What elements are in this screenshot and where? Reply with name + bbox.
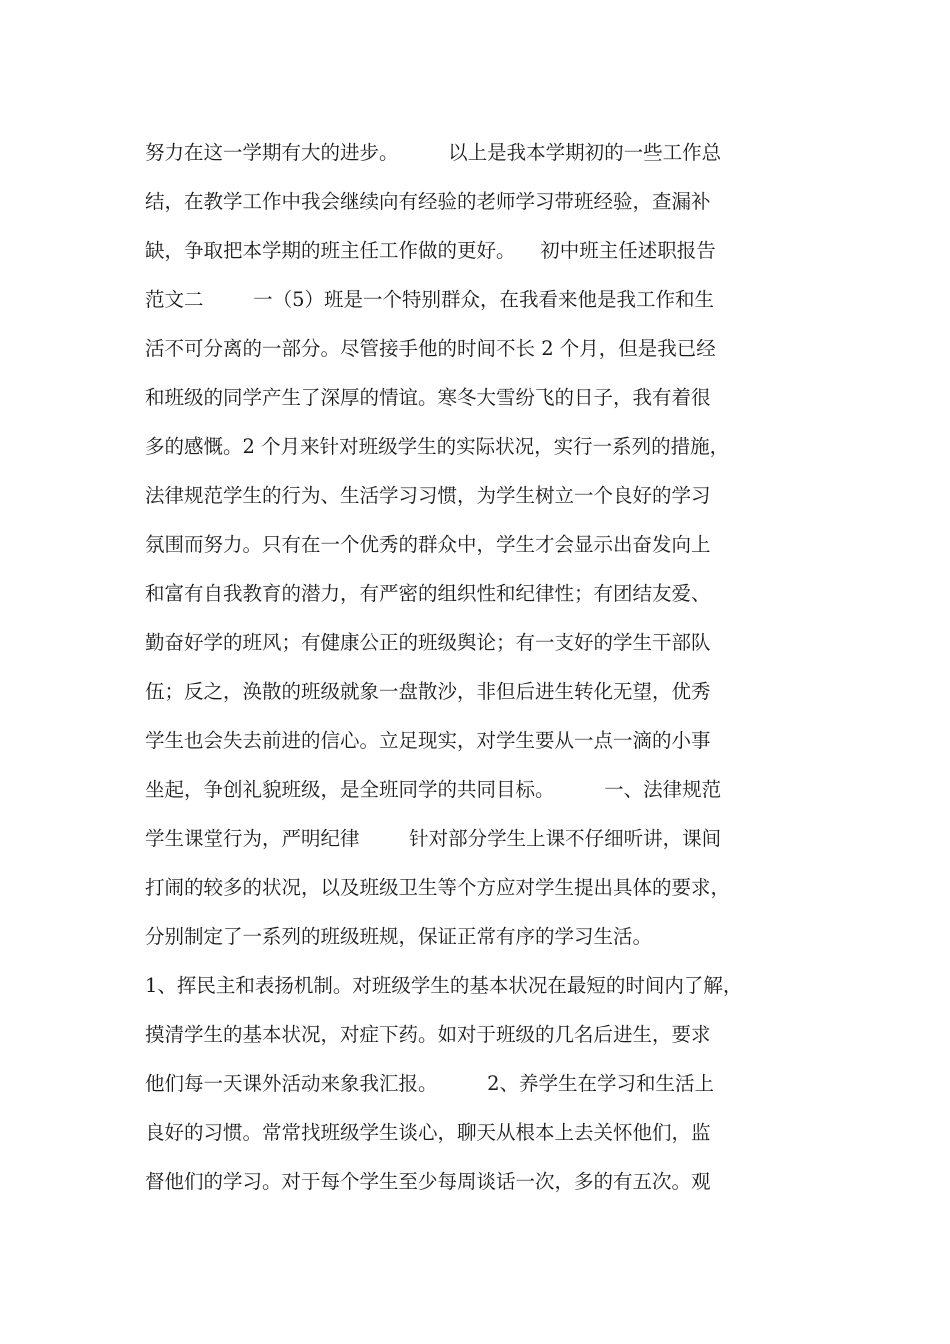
text-line: 活不可分离的一部分。尽管接手他的时间不长 2 个月，但是我已经 [145, 337, 716, 360]
text-line: 摸清学生的基本状况，对症下药。如对于班级的几名后进生，要求 [145, 1023, 711, 1046]
text-line: 分别制定了一系列的班级班规，保证正常有序的学习生活。 [145, 925, 653, 948]
body-text [145, 128, 835, 1206]
text-line: 坐起，争创礼貌班级，是全班同学的共同目标。 一、法律规范 [145, 778, 722, 801]
text-line: 打闹的较多的状况，以及班级卫生等个方应对学生提出具体的要求， [145, 876, 731, 899]
text-line: 缺，争取把本学期的班主任工作做的更好。 初中班主任述职报告 [145, 239, 716, 262]
text-line: 和富有自我教育的潜力，有严密的组织性和纪律性；有团结友爱、 [145, 582, 711, 605]
text-line: 范文二 一（5）班是一个特别群众，在我看来他是我工作和生 [145, 288, 714, 311]
text-line: 和班级的同学产生了深厚的情谊。寒冬大雪纷飞的日子，我有着很 [145, 386, 711, 409]
text-line: 1、挥民主和表扬机制。对班级学生的基本状况在最短的时间内了解， [145, 974, 743, 997]
text-line: 学生也会失去前进的信心。立足现实，对学生要从一点一滴的小事 [145, 729, 711, 752]
text-line: 他们每一天课外活动来象我汇报。 2、养学生在学习和生活上 [145, 1072, 714, 1095]
text-line: 伍；反之，涣散的班级就象一盘散沙，非但后进生转化无望，优秀 [145, 680, 711, 703]
text-line: 勤奋好学的班风；有健康公正的班级舆论；有一支好的学生干部队 [145, 631, 711, 654]
text-line: 良好的习惯。常常找班级学生谈心，聊天从根本上去关怀他们，监 [145, 1121, 711, 1144]
text-line: 多的感慨。2 个月来针对班级学生的实际状况，实行一系列的措施， [145, 435, 730, 458]
text-line: 法律规范学生的行为、生活学习习惯，为学生树立一个良好的学习 [145, 484, 711, 507]
text-line: 学生课堂行为，严明纪律 针对部分学生上课不仔细听讲，课间 [145, 827, 722, 850]
text-line: 努力在这一学期有大的进步。 以上是我本学期初的一些工作总 [145, 141, 722, 164]
text-line: 督他们的学习。对于每个学生至少每周谈话一次，多的有五次。观 [145, 1170, 711, 1193]
text-line: 结，在教学工作中我会继续向有经验的老师学习带班经验，查漏补 [145, 190, 711, 213]
text-line: 氛围而努力。只有在一个优秀的群众中，学生才会显示出奋发向上 [145, 533, 711, 556]
